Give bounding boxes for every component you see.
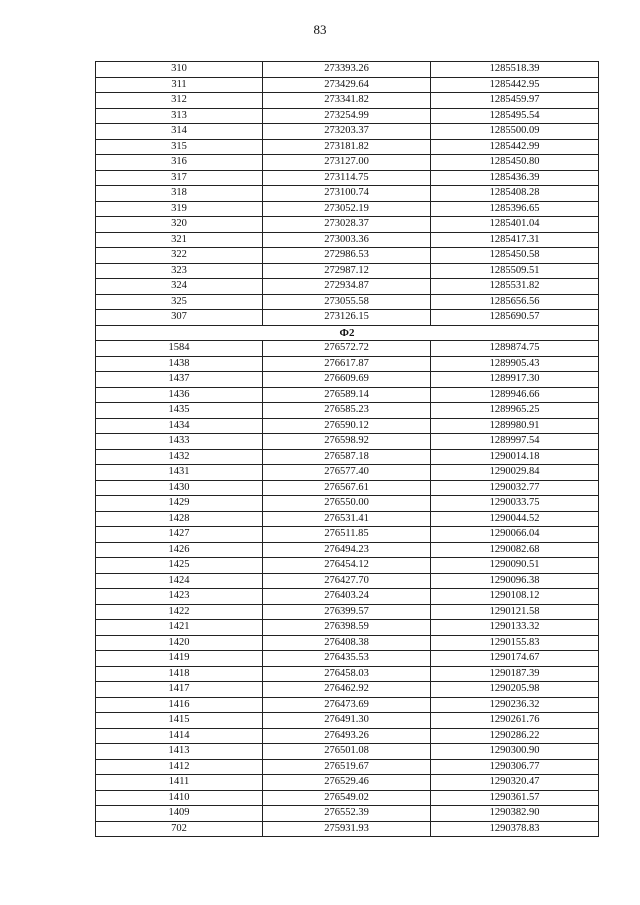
point-number-cell: 314 <box>96 124 263 140</box>
y-coordinate-cell: 1290286.22 <box>431 728 599 744</box>
point-number-cell: 1411 <box>96 775 263 791</box>
y-coordinate-cell: 1285518.39 <box>431 62 599 78</box>
table-row <box>96 480 599 496</box>
x-coordinate-cell: 276399.57 <box>263 604 431 620</box>
x-coordinate-cell: 276598.92 <box>263 434 431 450</box>
table-row <box>96 496 599 512</box>
point-number-cell: 315 <box>96 139 263 155</box>
x-coordinate-cell: 273341.82 <box>263 93 431 109</box>
x-coordinate-cell: 273100.74 <box>263 186 431 202</box>
table-row <box>96 139 599 155</box>
x-coordinate-cell: 276454.12 <box>263 558 431 574</box>
point-number-cell: 1426 <box>96 542 263 558</box>
point-number-cell: 1438 <box>96 356 263 372</box>
point-number-cell: 1431 <box>96 465 263 481</box>
y-coordinate-cell: 1289980.91 <box>431 418 599 434</box>
point-number-cell: 1415 <box>96 713 263 729</box>
x-coordinate-cell: 276590.12 <box>263 418 431 434</box>
table-row <box>96 542 599 558</box>
point-number-cell: 1414 <box>96 728 263 744</box>
x-coordinate-cell: 276494.23 <box>263 542 431 558</box>
x-coordinate-cell: 276408.38 <box>263 635 431 651</box>
x-coordinate-cell: 276493.26 <box>263 728 431 744</box>
y-coordinate-cell: 1289997.54 <box>431 434 599 450</box>
table-row <box>96 775 599 791</box>
point-number-cell: 319 <box>96 201 263 217</box>
point-number-cell: 1423 <box>96 589 263 605</box>
y-coordinate-cell: 1290033.75 <box>431 496 599 512</box>
table-row <box>96 465 599 481</box>
y-coordinate-cell: 1290014.18 <box>431 449 599 465</box>
y-coordinate-cell: 1290090.51 <box>431 558 599 574</box>
table-row <box>96 744 599 760</box>
table-row <box>96 666 599 682</box>
point-number-cell: 1409 <box>96 806 263 822</box>
point-number-cell: 1422 <box>96 604 263 620</box>
table-row <box>96 279 599 295</box>
x-coordinate-cell: 273055.58 <box>263 294 431 310</box>
x-coordinate-cell: 276617.87 <box>263 356 431 372</box>
x-coordinate-cell: 276427.70 <box>263 573 431 589</box>
point-number-cell: 1432 <box>96 449 263 465</box>
x-coordinate-cell: 276549.02 <box>263 790 431 806</box>
x-coordinate-cell: 276577.40 <box>263 465 431 481</box>
table-row <box>96 697 599 713</box>
y-coordinate-cell: 1285495.54 <box>431 108 599 124</box>
table-row <box>96 248 599 264</box>
y-coordinate-cell: 1289917.30 <box>431 372 599 388</box>
x-coordinate-cell: 276552.39 <box>263 806 431 822</box>
x-coordinate-cell: 273181.82 <box>263 139 431 155</box>
table-row <box>96 356 599 372</box>
y-coordinate-cell: 1285459.97 <box>431 93 599 109</box>
table-row <box>96 77 599 93</box>
table-row <box>96 341 599 357</box>
section-row <box>96 325 599 341</box>
point-number-cell: 313 <box>96 108 263 124</box>
x-coordinate-cell: 276398.59 <box>263 620 431 636</box>
y-coordinate-cell: 1285442.99 <box>431 139 599 155</box>
x-coordinate-cell: 273052.19 <box>263 201 431 217</box>
x-coordinate-cell: 273126.15 <box>263 310 431 326</box>
y-coordinate-cell: 1290236.32 <box>431 697 599 713</box>
point-number-cell: 1420 <box>96 635 263 651</box>
table-row <box>96 635 599 651</box>
point-number-cell: 1429 <box>96 496 263 512</box>
table-row <box>96 294 599 310</box>
x-coordinate-cell: 276501.08 <box>263 744 431 760</box>
y-coordinate-cell: 1285436.39 <box>431 170 599 186</box>
x-coordinate-cell: 276458.03 <box>263 666 431 682</box>
point-number-cell: 321 <box>96 232 263 248</box>
y-coordinate-cell: 1290029.84 <box>431 465 599 481</box>
table-row <box>96 573 599 589</box>
x-coordinate-cell: 273003.36 <box>263 232 431 248</box>
y-coordinate-cell: 1290320.47 <box>431 775 599 791</box>
table-row <box>96 170 599 186</box>
y-coordinate-cell: 1285401.04 <box>431 217 599 233</box>
table-row <box>96 821 599 837</box>
table-row <box>96 620 599 636</box>
x-coordinate-cell: 275931.93 <box>263 821 431 837</box>
point-number-cell: 702 <box>96 821 263 837</box>
point-number-cell: 1416 <box>96 697 263 713</box>
point-number-cell: 1434 <box>96 418 263 434</box>
table-row <box>96 806 599 822</box>
x-coordinate-cell: 276529.46 <box>263 775 431 791</box>
table-row <box>96 527 599 543</box>
y-coordinate-cell: 1290306.77 <box>431 759 599 775</box>
table-row <box>96 186 599 202</box>
y-coordinate-cell: 1285408.28 <box>431 186 599 202</box>
x-coordinate-cell: 273429.64 <box>263 77 431 93</box>
coordinates-table-body <box>96 62 599 837</box>
table-row <box>96 790 599 806</box>
y-coordinate-cell: 1290187.39 <box>431 666 599 682</box>
coordinates-table <box>95 61 599 837</box>
x-coordinate-cell: 276589.14 <box>263 387 431 403</box>
table-row <box>96 155 599 171</box>
table-row <box>96 418 599 434</box>
x-coordinate-cell: 273127.00 <box>263 155 431 171</box>
y-coordinate-cell: 1290174.67 <box>431 651 599 667</box>
x-coordinate-cell: 276567.61 <box>263 480 431 496</box>
y-coordinate-cell: 1290361.57 <box>431 790 599 806</box>
point-number-cell: 1413 <box>96 744 263 760</box>
point-number-cell: 320 <box>96 217 263 233</box>
x-coordinate-cell: 276550.00 <box>263 496 431 512</box>
table-row <box>96 310 599 326</box>
x-coordinate-cell: 273393.26 <box>263 62 431 78</box>
y-coordinate-cell: 1285500.09 <box>431 124 599 140</box>
y-coordinate-cell: 1289965.25 <box>431 403 599 419</box>
point-number-cell: 323 <box>96 263 263 279</box>
y-coordinate-cell: 1290155.83 <box>431 635 599 651</box>
table-row <box>96 713 599 729</box>
point-number-cell: 1430 <box>96 480 263 496</box>
table-row <box>96 604 599 620</box>
y-coordinate-cell: 1285442.95 <box>431 77 599 93</box>
y-coordinate-cell: 1290096.38 <box>431 573 599 589</box>
table-row <box>96 511 599 527</box>
point-number-cell: 1419 <box>96 651 263 667</box>
y-coordinate-cell: 1290261.76 <box>431 713 599 729</box>
table-row <box>96 728 599 744</box>
x-coordinate-cell: 276585.23 <box>263 403 431 419</box>
table-row <box>96 108 599 124</box>
point-number-cell: 1428 <box>96 511 263 527</box>
y-coordinate-cell: 1290032.77 <box>431 480 599 496</box>
x-coordinate-cell: 276572.72 <box>263 341 431 357</box>
x-coordinate-cell: 276403.24 <box>263 589 431 605</box>
table-row <box>96 434 599 450</box>
y-coordinate-cell: 1290108.12 <box>431 589 599 605</box>
y-coordinate-cell: 1285396.65 <box>431 201 599 217</box>
y-coordinate-cell: 1285509.51 <box>431 263 599 279</box>
x-coordinate-cell: 273028.37 <box>263 217 431 233</box>
table-row <box>96 558 599 574</box>
y-coordinate-cell: 1290382.90 <box>431 806 599 822</box>
point-number-cell: 1412 <box>96 759 263 775</box>
y-coordinate-cell: 1290133.32 <box>431 620 599 636</box>
point-number-cell: 312 <box>96 93 263 109</box>
y-coordinate-cell: 1290378.83 <box>431 821 599 837</box>
point-number-cell: 310 <box>96 62 263 78</box>
point-number-cell: 1417 <box>96 682 263 698</box>
point-number-cell: 317 <box>96 170 263 186</box>
point-number-cell: 316 <box>96 155 263 171</box>
section-title: Ф2 <box>96 325 599 341</box>
y-coordinate-cell: 1285450.80 <box>431 155 599 171</box>
page-number: 83 <box>313 22 327 37</box>
y-coordinate-cell: 1289905.43 <box>431 356 599 372</box>
point-number-cell: 1424 <box>96 573 263 589</box>
table-row <box>96 124 599 140</box>
x-coordinate-cell: 272987.12 <box>263 263 431 279</box>
point-number-cell: 325 <box>96 294 263 310</box>
table-row <box>96 449 599 465</box>
y-coordinate-cell: 1289874.75 <box>431 341 599 357</box>
point-number-cell: 318 <box>96 186 263 202</box>
y-coordinate-cell: 1289946.66 <box>431 387 599 403</box>
y-coordinate-cell: 1285531.82 <box>431 279 599 295</box>
x-coordinate-cell: 276609.69 <box>263 372 431 388</box>
x-coordinate-cell: 276435.53 <box>263 651 431 667</box>
table-row <box>96 217 599 233</box>
point-number-cell: 1433 <box>96 434 263 450</box>
table-row <box>96 263 599 279</box>
table-row <box>96 759 599 775</box>
x-coordinate-cell: 273254.99 <box>263 108 431 124</box>
point-number-cell: 1410 <box>96 790 263 806</box>
y-coordinate-cell: 1290082.68 <box>431 542 599 558</box>
point-number-cell: 311 <box>96 77 263 93</box>
table-row <box>96 232 599 248</box>
x-coordinate-cell: 272934.87 <box>263 279 431 295</box>
x-coordinate-cell: 276491.30 <box>263 713 431 729</box>
table-row <box>96 201 599 217</box>
y-coordinate-cell: 1285450.58 <box>431 248 599 264</box>
table-row <box>96 651 599 667</box>
x-coordinate-cell: 276587.18 <box>263 449 431 465</box>
x-coordinate-cell: 276473.69 <box>263 697 431 713</box>
point-number-cell: 1435 <box>96 403 263 419</box>
x-coordinate-cell: 272986.53 <box>263 248 431 264</box>
x-coordinate-cell: 276531.41 <box>263 511 431 527</box>
y-coordinate-cell: 1290300.90 <box>431 744 599 760</box>
point-number-cell: 1437 <box>96 372 263 388</box>
x-coordinate-cell: 276519.67 <box>263 759 431 775</box>
table-row <box>96 62 599 78</box>
table-row <box>96 372 599 388</box>
table-row <box>96 682 599 698</box>
y-coordinate-cell: 1290066.04 <box>431 527 599 543</box>
x-coordinate-cell: 276511.85 <box>263 527 431 543</box>
table-row <box>96 387 599 403</box>
point-number-cell: 1418 <box>96 666 263 682</box>
y-coordinate-cell: 1285656.56 <box>431 294 599 310</box>
table-row <box>96 403 599 419</box>
point-number-cell: 1427 <box>96 527 263 543</box>
y-coordinate-cell: 1290044.52 <box>431 511 599 527</box>
x-coordinate-cell: 273203.37 <box>263 124 431 140</box>
table-row <box>96 93 599 109</box>
y-coordinate-cell: 1285417.31 <box>431 232 599 248</box>
x-coordinate-cell: 273114.75 <box>263 170 431 186</box>
table-row <box>96 589 599 605</box>
x-coordinate-cell: 276462.92 <box>263 682 431 698</box>
point-number-cell: 307 <box>96 310 263 326</box>
point-number-cell: 1584 <box>96 341 263 357</box>
y-coordinate-cell: 1290121.58 <box>431 604 599 620</box>
y-coordinate-cell: 1285690.57 <box>431 310 599 326</box>
point-number-cell: 1436 <box>96 387 263 403</box>
point-number-cell: 324 <box>96 279 263 295</box>
y-coordinate-cell: 1290205.98 <box>431 682 599 698</box>
point-number-cell: 1421 <box>96 620 263 636</box>
point-number-cell: 322 <box>96 248 263 264</box>
point-number-cell: 1425 <box>96 558 263 574</box>
